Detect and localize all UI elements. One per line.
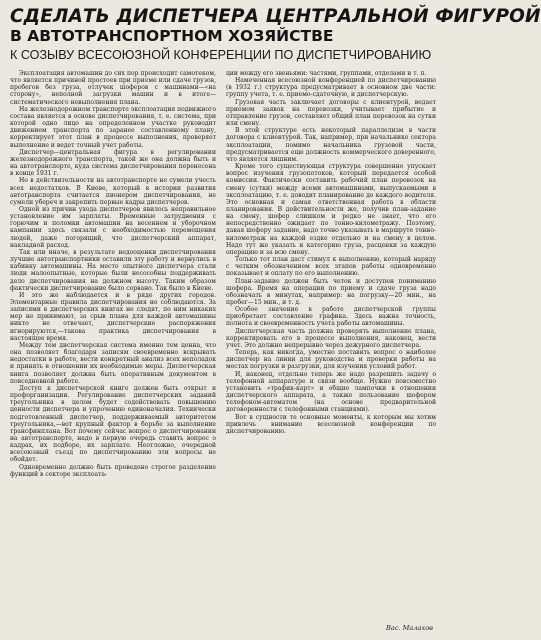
paragraph: Между тем диспетчерская система именно тем ценна, что она позволяет благодаря записям своевременно вскрывать недостатки в работе, вести конкретный анализ всех неполадок и принять в отношении их необходимые меры. Диспетчерская книга позволяет должна быть оперативным документом в повседневной работе. [10,341,216,385]
paragraph: ции между его звеньями: частями, группами, отделами и т. п. [226,70,427,77]
paragraph: Особое значение в работе диспетчерской группы приобретает составление графика. Здесь важна точность, полнота и своевременность учета работы автомашины. [226,306,436,328]
paragraph: Одновременно должно быть проведено строгое разделение функций в секторе эксплоата- [10,463,216,478]
paragraph: Вот в сущности те основные моменты, к которым мы хотим привлечь внимание всесоюзной конференции по диспетчированию. [226,413,436,435]
author-signature: Вас. Малахов [386,624,433,632]
headline: СДЕЛАТЬ ДИСПЕТЧЕРА ЦЕНТРАЛЬНОЙ ФИГУРОЙ [10,6,541,27]
paragraph: Так или иначе, в результате недооценки диспетчирования лучшие автотранспортники оставили эту работу и вернулись в кабинку автомашины. На место опытного диспетчера стали люди малоопытные, которые были несособны поддерживать дело диспетчирования на должном высоту. Таким образом фактически диспетчирование было сорвано. Так было в Киеве. [10,248,216,292]
paragraph: Намеченная всесоюзной конференцией по диспетчированию (в 1932 г.) структура предусматривает в основном две части: группу учета, т. е. приемо-сдаточную, и диспетчерскую. [226,77,436,99]
paragraph: Кроме того существующая структура совершенно упускает вопрос изучения грузопотоков, который передается особой комиссии. Фактически составить рабочий план перевозок на смену (сутки) между всеми автомашинами, выпускаемыми в эксплоатацию, т. е. доводит планирование до каждого водителя. Это основная и самая ответственная работа в области планирования. В действительности же, получив план-задание на смену, шофер слишком и редко не знает, что его непосредственно ожидает по тонно-километражу. Поэтому, давая шоферу задание, надо точно указывать в маршруте тонно-километраж на каждой ездке отдельно и на смену в целом. Надо тут же указать и категорию груза, расценки за каждую операцию и за всю смену. [226,163,436,256]
paragraph: План-задание должен быть четок и доступен пониманию шофера. Время на операции по приему и сдаче груза надо обозначать в минутах, например: на погрузку—20 мин., на пробег—15 мин., и т. д. [226,277,436,306]
paragraph: Теперь, как никогда, уместно поставить вопрос о наиболее диспетчер на линии для руководства и проверки работы на местах погрузки и разгрузки, для изучения условий работ. [226,349,436,371]
paragraph: Эксплоатация автомашин до сих пор происходит самотеком, что является причиной простоев при приеме или сдаче грузов, пробегов без груза, отлучек шоферов с машинами—«на сторону», неполной загрузки машин и в итоге—систематического невыполнения плана. [10,70,216,106]
paragraph: На железнодорожном транспорте эксплоатация подвижного состава является в основе диспетчирования, т. е. система, при которой одно лицо на определенном участке руководит движением транспорта по заранее составленному плану, корректирует этот план в процессе выполнения, проверяет выполнение и ведет точный учет работы. [10,105,216,149]
left-column [10,70,216,635]
paragraph: Одной из причин ухода диспетчеров явилось неправильное установление им зарплаты. Временные затруднения с горючим и поломки автомашин на весеннем и уборочном кампании здесь связали с необходимостью перемещения людей, даже погорящий, что диспетчерский аппарат, накладной расход. [10,205,216,249]
paragraph: Доступ к диспетчерской книге должен быть открыт и профорганизации. Регулирование диспетчерских заданий треугольника в целом будет содействовать повышению ценности диспетчера и упрочению единоначалия. Технически подготовленный диспетчер, поддерживаемый авторитетом треугольника,—вот крупный фактор в борьбе за выполнение трансфинплана. Вот почему сейчас вопрос о диспетчировании на автотранспорте, надо в первую очередь ставить вопрос о кадрах, их подборе, их зарплате. Неотложно, очередной всесоюзный съезд по диспетчированию эти вопросы не обойдет. [10,384,216,464]
paragraph: Диспетчер—центральная фигура в регулировании железнодорожного транспорта, такой же она должна быть и на автотранспорте, куда система диспетчирования перенесена в конце 1931 г. [10,148,216,178]
paragraph: Диспетчерская часть должна проверять выполнение плана, корректировать его в процессе выполнения, наконец, вести учет. Это должно непрерывно через дежурного диспетчера. [226,327,436,349]
paragraph: Но в действительности на автотранспорте не сумели учесть всех недостатков. В Киеве, который в истории развития автотранспорта считается пионером диспетчирования, не сумели убереч и закрепить первые кадры диспетчеров. [10,177,216,206]
paragraph: В этой структуре есть некоторый параллелизм в части договора с клиентурой. Так, например, при начальнике сектора эксплоатации, помимо начальника грузовой части, предусматривается еще должность коммерческого доверенного, что является лишним. [226,127,436,163]
right-column [226,70,436,635]
paragraph: Грузовая часть заключает договоры с клиентурой, ведает приемом заявок на перевозки, учитывает прибытие и отправление грузов, составляет общий план перевозок на сутки или смену. [226,98,436,128]
paragraph: И, наконец, отдельно теперь же надо разрешить задачу о телефонной аппаратуре и связи вообще. Нужно повсеместно установить «трафик-карт» и общие лампочки в отношении диспетчерского аппарата, а также пользование шофером телефоном-автоматом (на основе предварительной договоренности с телефонными станциями). [226,370,436,414]
paragraph: И это же наблюдается и в ряде других городов. Элементарные правила диспетчирования не соблюдаются. За записями в диспетчерских книгах не следят, по ним никаких мер не принимают, за срыв плана для каждой автомашины никто не отвечает, диспетчерские распоряжения игнорируются,—такова практика диспетчирования в настоящее время. [10,291,216,342]
headline-line-2: В АВТОТРАНСПОРТНОМ ХОЗЯЙСТВЕ [10,27,334,45]
paragraph: Только тот план даст стимул к выполнению, который наряду с четким обозначением всех этапов работы одновременно показывает и оплату по его выполнению. [226,256,436,278]
subheadline: К СОЗЫВУ ВСЕСОЮЗНОЙ КОНФЕРЕНЦИИ ПО ДИСПЕТЧИРОВАНИЮ [10,48,432,62]
